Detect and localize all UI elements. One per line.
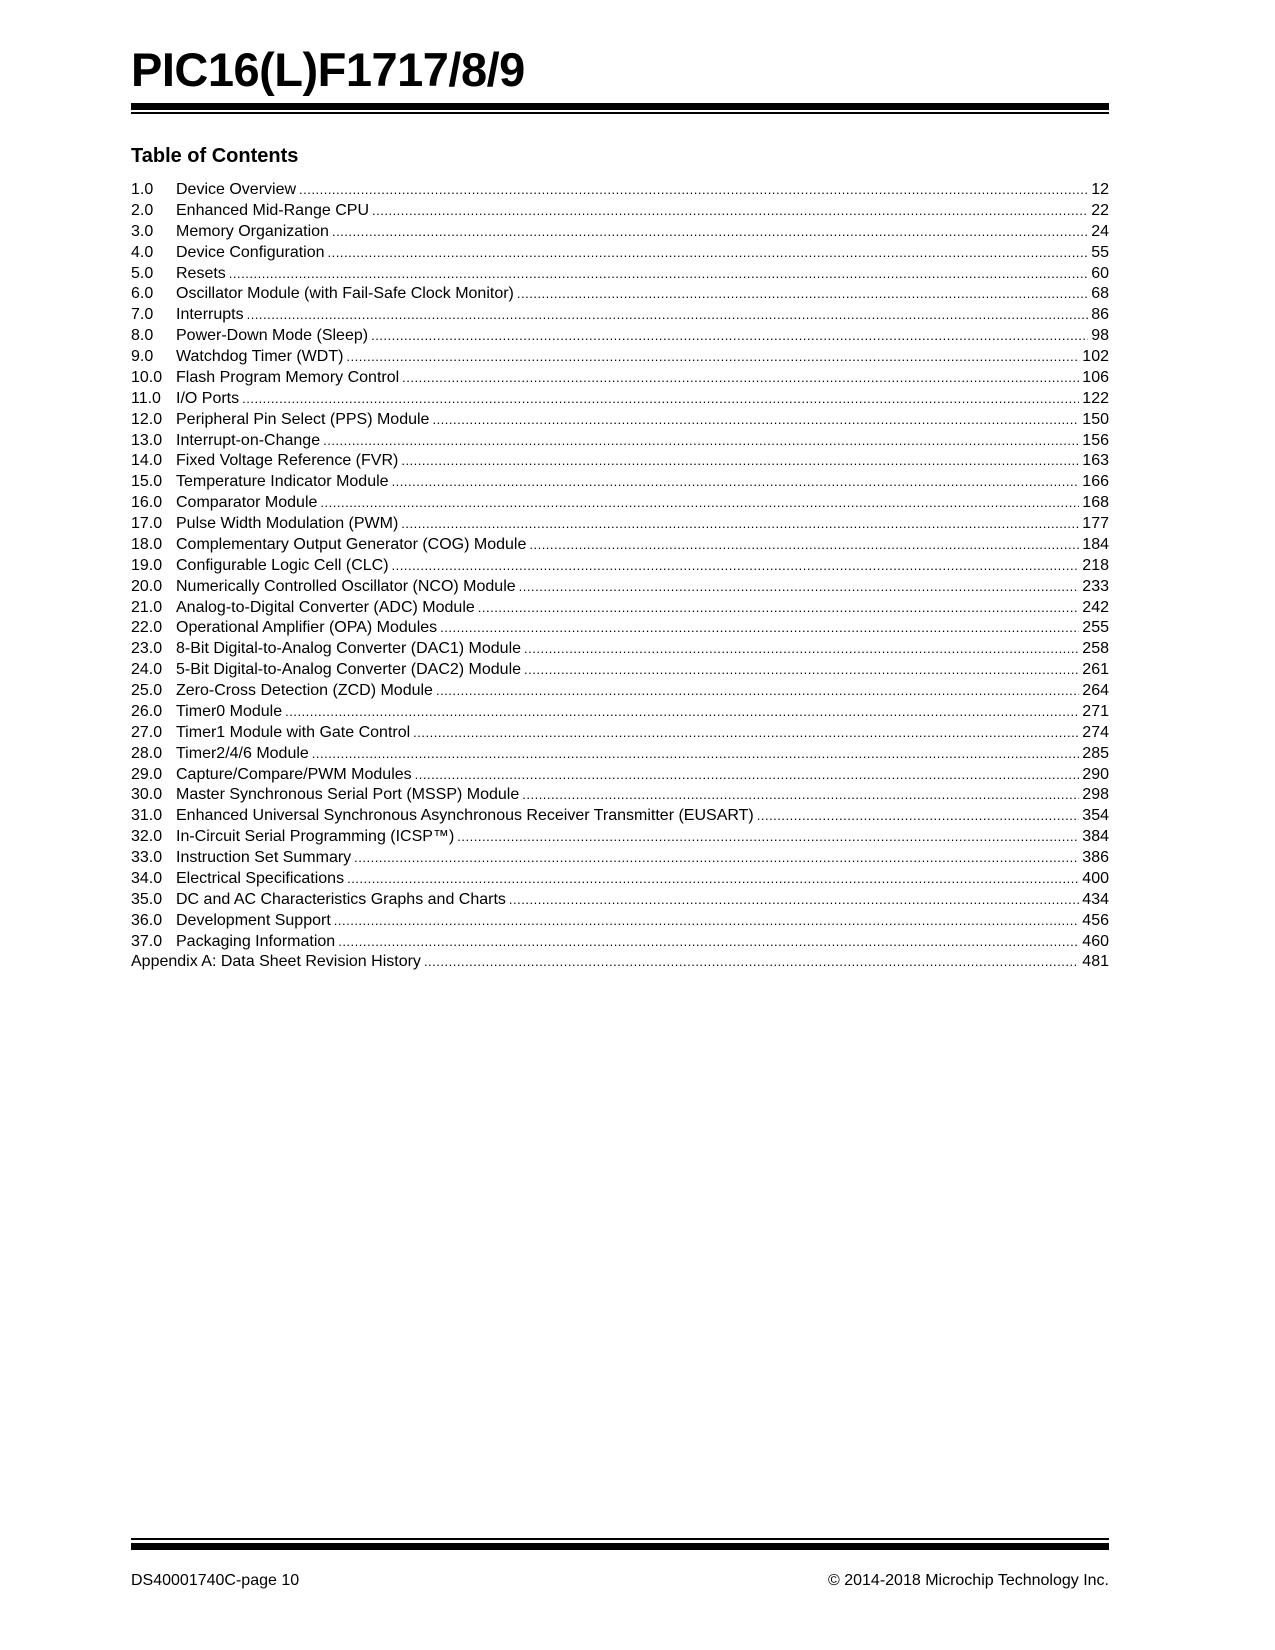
toc-entry-title: Device Overview xyxy=(176,181,297,198)
toc-entry-page: 271 xyxy=(1082,702,1109,720)
toc-entry[interactable] xyxy=(131,493,1109,514)
toc-entry-page: 102 xyxy=(1082,348,1109,365)
toc-entry-number: 31.0 xyxy=(131,807,163,825)
toc-entry[interactable] xyxy=(131,932,1109,953)
toc-entry-number: 25.0 xyxy=(131,682,163,699)
toc-entry-number: 37.0 xyxy=(131,932,163,950)
toc-dot-leader xyxy=(401,451,1079,472)
toc-entry-page: 12 xyxy=(1091,181,1109,198)
toc-entry-page: 218 xyxy=(1082,556,1109,574)
toc-entry-number: 13.0 xyxy=(131,431,163,449)
toc-entry-title: 5-Bit Digital-to-Analog Converter (DAC2) Module xyxy=(176,661,522,679)
toc-entry-title: Timer1 Module with Gate Control xyxy=(176,723,411,741)
toc-entry-title: Master Synchronous Serial Port (MSSP) Module xyxy=(176,786,520,804)
toc-entry-page: 177 xyxy=(1082,515,1109,532)
toc-entry-title: Comparator Module xyxy=(176,494,318,512)
toc-dot-leader xyxy=(347,869,1079,890)
toc-entry[interactable] xyxy=(131,681,1109,702)
toc-dot-leader xyxy=(478,598,1080,619)
toc-entry[interactable] xyxy=(131,389,1109,410)
toc-entry-page: 354 xyxy=(1082,807,1109,825)
toc-entry[interactable] xyxy=(131,827,1109,848)
toc-dot-leader xyxy=(328,243,1089,264)
toc-entry-page: 233 xyxy=(1082,577,1109,595)
toc-entry-title: Power-Down Mode (Sleep) xyxy=(176,327,369,345)
toc-entry-number: 29.0 xyxy=(131,765,163,783)
toc-entry-number: 3.0 xyxy=(131,222,154,240)
toc-dot-leader xyxy=(299,180,1088,201)
toc-entry-number: 16.0 xyxy=(131,494,163,512)
toc-entry-page: 163 xyxy=(1082,452,1109,470)
toc-entry-number: 6.0 xyxy=(131,285,154,303)
toc-dot-leader xyxy=(392,472,1080,493)
toc-entry-title: Instruction Set Summary xyxy=(176,849,352,866)
toc-entry-number: 19.0 xyxy=(131,556,163,574)
toc-entry[interactable] xyxy=(131,806,1109,827)
toc-entry-number: 14.0 xyxy=(131,452,163,470)
toc-entry[interactable] xyxy=(131,284,1109,305)
toc-entry-title: Timer0 Module xyxy=(176,702,283,720)
toc-entry-title: Fixed Voltage Reference (FVR) xyxy=(176,452,399,470)
toc-dot-leader xyxy=(242,389,1079,410)
toc-appendix-entry[interactable] xyxy=(131,952,1109,973)
toc-entry-page: 274 xyxy=(1082,723,1109,741)
toc-entry-number: 22.0 xyxy=(131,619,163,637)
toc-dot-leader xyxy=(402,368,1079,389)
toc-entry-number: 10.0 xyxy=(131,368,163,386)
toc-entry-number: 21.0 xyxy=(131,598,163,616)
toc-entry-title: Device Configuration xyxy=(176,243,325,261)
toc-entry-number: 32.0 xyxy=(131,828,163,846)
toc-entry-number: 35.0 xyxy=(131,890,163,908)
toc-entry-number: 27.0 xyxy=(131,723,163,741)
toc-entry-title: Development Support xyxy=(176,911,331,929)
toc-entry-number: 33.0 xyxy=(131,849,163,866)
toc-heading: Table of Contents xyxy=(131,145,299,167)
toc-entry-page: 400 xyxy=(1082,869,1109,887)
toc-entry[interactable] xyxy=(131,639,1109,660)
document-title: PIC16(L)F1717/8/9 xyxy=(131,43,525,96)
toc-entry-page: 86 xyxy=(1091,306,1109,324)
toc-entry-title: Temperature Indicator Module xyxy=(176,473,389,491)
toc-entry-title: Capture/Compare/PWM Modules xyxy=(176,765,412,783)
toc-dot-leader xyxy=(354,848,1079,869)
toc-entry-title: Pulse Width Modulation (PWM) xyxy=(176,515,399,532)
toc-entry-number: 24.0 xyxy=(131,661,163,679)
toc-dot-leader xyxy=(509,890,1079,911)
toc-entry-page: 255 xyxy=(1082,619,1109,637)
toc-entry-number: 1.0 xyxy=(131,181,154,198)
toc-dot-leader xyxy=(517,284,1088,305)
toc-entry[interactable] xyxy=(131,472,1109,493)
toc-entry-page: 68 xyxy=(1091,285,1109,303)
toc-entry[interactable] xyxy=(131,702,1109,723)
toc-entry-title: Peripheral Pin Select (PPS) Module xyxy=(176,410,430,428)
toc-entry-title: Oscillator Module (with Fail-Safe Clock Monitor) xyxy=(176,285,514,303)
toc-dot-leader xyxy=(524,660,1079,681)
footer-copyright: © 2014-2018 Microchip Technology Inc. xyxy=(828,1572,1109,1589)
toc-entry-number: 28.0 xyxy=(131,744,163,762)
toc-entry-number: 9.0 xyxy=(131,348,154,365)
toc-entry-title: Interrupts xyxy=(176,306,244,324)
toc-entry-title: Flash Program Memory Control xyxy=(176,368,400,386)
toc-entry-page: 184 xyxy=(1082,535,1109,553)
toc-entry-title: Numerically Controlled Oscillator (NCO) Module xyxy=(176,577,516,595)
toc-entry[interactable] xyxy=(131,890,1109,911)
toc-dot-leader xyxy=(413,723,1079,744)
toc-entry-title: Electrical Specifications xyxy=(176,869,345,887)
toc-entry[interactable] xyxy=(131,556,1109,577)
toc-dot-leader xyxy=(371,326,1088,347)
toc-dot-leader xyxy=(247,305,1089,326)
toc-entry-page: 384 xyxy=(1082,828,1109,846)
toc-entry-title: Complementary Output Generator (COG) Module xyxy=(176,535,527,553)
toc-entry-page: 298 xyxy=(1082,786,1109,804)
toc-dot-leader xyxy=(332,222,1088,243)
toc-entry[interactable] xyxy=(131,869,1109,890)
toc-entry-page: 55 xyxy=(1091,243,1109,261)
toc-dot-leader xyxy=(424,952,1079,973)
toc-dot-leader xyxy=(229,264,1088,285)
toc-entry-page: 242 xyxy=(1082,598,1109,616)
toc-entry[interactable] xyxy=(131,744,1109,765)
toc-entry-page: 258 xyxy=(1082,640,1109,658)
toc-dot-leader xyxy=(312,744,1080,765)
toc-dot-leader xyxy=(372,201,1088,222)
toc-dot-leader xyxy=(519,577,1080,598)
toc-entry[interactable] xyxy=(131,598,1109,619)
toc-entry-number: 26.0 xyxy=(131,702,163,720)
toc-dot-leader xyxy=(457,827,1079,848)
toc-entry-title: Enhanced Mid-Range CPU xyxy=(176,201,369,219)
toc-entry-title: Watchdog Timer (WDT) xyxy=(176,348,344,365)
toc-entry[interactable] xyxy=(131,264,1109,285)
toc-entry-number: 12.0 xyxy=(131,410,163,428)
toc-entry[interactable] xyxy=(131,305,1109,326)
toc-entry[interactable] xyxy=(131,431,1109,452)
toc-entry-number: 30.0 xyxy=(131,786,163,804)
toc-entry-page: 261 xyxy=(1082,661,1109,679)
footer-rule-thick xyxy=(131,1543,1109,1550)
toc-entry-page: 98 xyxy=(1091,327,1109,345)
toc-entry-title: Interrupt-on-Change xyxy=(176,431,321,449)
toc-list xyxy=(131,180,1109,973)
toc-entry[interactable] xyxy=(131,243,1109,264)
toc-dot-leader xyxy=(323,431,1079,452)
toc-entry-page: 156 xyxy=(1082,431,1109,449)
toc-entry[interactable] xyxy=(131,451,1109,472)
toc-entry-title: Packaging Information xyxy=(176,932,336,950)
toc-entry-number: 2.0 xyxy=(131,201,154,219)
toc-entry-page: 456 xyxy=(1082,911,1109,929)
toc-entry[interactable] xyxy=(131,618,1109,639)
header-rule-thin xyxy=(131,112,1109,114)
toc-entry-title: Configurable Logic Cell (CLC) xyxy=(176,556,389,574)
toc-entry-title: I/O Ports xyxy=(176,389,240,407)
toc-entry-page: 481 xyxy=(1082,953,1109,971)
toc-entry-number: 5.0 xyxy=(131,264,154,282)
toc-entry[interactable] xyxy=(131,535,1109,556)
toc-entry-page: 22 xyxy=(1091,201,1109,219)
header-rule-thick xyxy=(131,103,1109,110)
toc-entry-number: 36.0 xyxy=(131,911,163,929)
toc-entry-title: 8-Bit Digital-to-Analog Converter (DAC1) Module xyxy=(176,640,522,658)
toc-entry-page: 150 xyxy=(1082,410,1109,428)
toc-entry[interactable] xyxy=(131,723,1109,744)
toc-entry-title: In-Circuit Serial Programming (ICSP™) xyxy=(176,828,455,846)
toc-entry[interactable] xyxy=(131,660,1109,681)
toc-entry-number: 20.0 xyxy=(131,577,163,595)
toc-dot-leader xyxy=(522,785,1079,806)
toc-dot-leader xyxy=(524,639,1079,660)
toc-dot-leader xyxy=(334,911,1080,932)
toc-entry-number: 18.0 xyxy=(131,535,163,553)
toc-entry-page: 434 xyxy=(1082,890,1109,908)
toc-entry-page: 386 xyxy=(1082,849,1109,866)
toc-entry[interactable] xyxy=(131,785,1109,806)
toc-dot-leader xyxy=(346,347,1079,368)
toc-entry-number: 34.0 xyxy=(131,869,163,887)
toc-entry-title: Operational Amplifier (OPA) Modules xyxy=(176,619,438,637)
footer-doc-id: DS40001740C-page 10 xyxy=(131,1572,300,1589)
toc-entry-number: 23.0 xyxy=(131,640,163,658)
toc-entry-page: 460 xyxy=(1082,932,1109,950)
toc-entry[interactable] xyxy=(131,765,1109,786)
toc-entry-title: Memory Organization xyxy=(176,222,329,240)
toc-entry-page: 264 xyxy=(1082,682,1109,699)
toc-entry[interactable] xyxy=(131,577,1109,598)
toc-entry-title: Timer2/4/6 Module xyxy=(176,744,309,762)
toc-entry-number: 11.0 xyxy=(131,389,161,407)
toc-entry-title: Zero-Cross Detection (ZCD) Module xyxy=(176,682,433,699)
toc-entry[interactable] xyxy=(131,848,1109,869)
toc-entry-page: 168 xyxy=(1082,494,1109,512)
toc-entry-page: 122 xyxy=(1082,389,1109,407)
toc-dot-leader xyxy=(285,702,1079,723)
toc-dot-leader xyxy=(432,410,1079,431)
footer-rule-thin xyxy=(131,1538,1109,1540)
toc-entry-page: 106 xyxy=(1082,368,1109,386)
toc-entry-page: 24 xyxy=(1091,222,1109,240)
toc-entry-number: 4.0 xyxy=(131,243,154,261)
toc-dot-leader xyxy=(338,932,1079,953)
toc-entry-title: DC and AC Characteristics Graphs and Charts xyxy=(176,890,506,908)
toc-entry[interactable] xyxy=(131,514,1109,535)
toc-dot-leader xyxy=(415,765,1080,786)
toc-entry-title: Appendix A: Data Sheet Revision History xyxy=(131,953,421,971)
toc-dot-leader xyxy=(757,806,1080,827)
toc-dot-leader xyxy=(401,514,1079,535)
toc-entry[interactable] xyxy=(131,347,1109,368)
toc-dot-leader xyxy=(436,681,1079,702)
toc-entry-number: 7.0 xyxy=(131,306,154,324)
toc-entry[interactable] xyxy=(131,368,1109,389)
toc-entry-number: 17.0 xyxy=(131,515,163,532)
toc-entry[interactable] xyxy=(131,911,1109,932)
toc-entry-number: 15.0 xyxy=(131,473,163,491)
toc-entry-page: 285 xyxy=(1082,744,1109,762)
toc-entry[interactable] xyxy=(131,222,1109,243)
toc-entry[interactable] xyxy=(131,180,1109,201)
toc-entry-title: Analog-to-Digital Converter (ADC) Module xyxy=(176,598,475,616)
toc-dot-leader xyxy=(392,556,1080,577)
toc-dot-leader xyxy=(320,493,1079,514)
toc-entry-title: Resets xyxy=(176,264,226,282)
toc-entry-number: 8.0 xyxy=(131,327,154,345)
toc-entry[interactable] xyxy=(131,201,1109,222)
toc-dot-leader xyxy=(529,535,1079,556)
toc-entry-title: Enhanced Universal Synchronous Asynchronous Receiver Transmitter (EUSART) xyxy=(176,807,754,825)
toc-entry[interactable] xyxy=(131,410,1109,431)
toc-entry-page: 60 xyxy=(1091,264,1109,282)
toc-entry-page: 166 xyxy=(1082,473,1109,491)
toc-entry-page: 290 xyxy=(1082,765,1109,783)
toc-entry[interactable] xyxy=(131,326,1109,347)
toc-dot-leader xyxy=(440,618,1079,639)
